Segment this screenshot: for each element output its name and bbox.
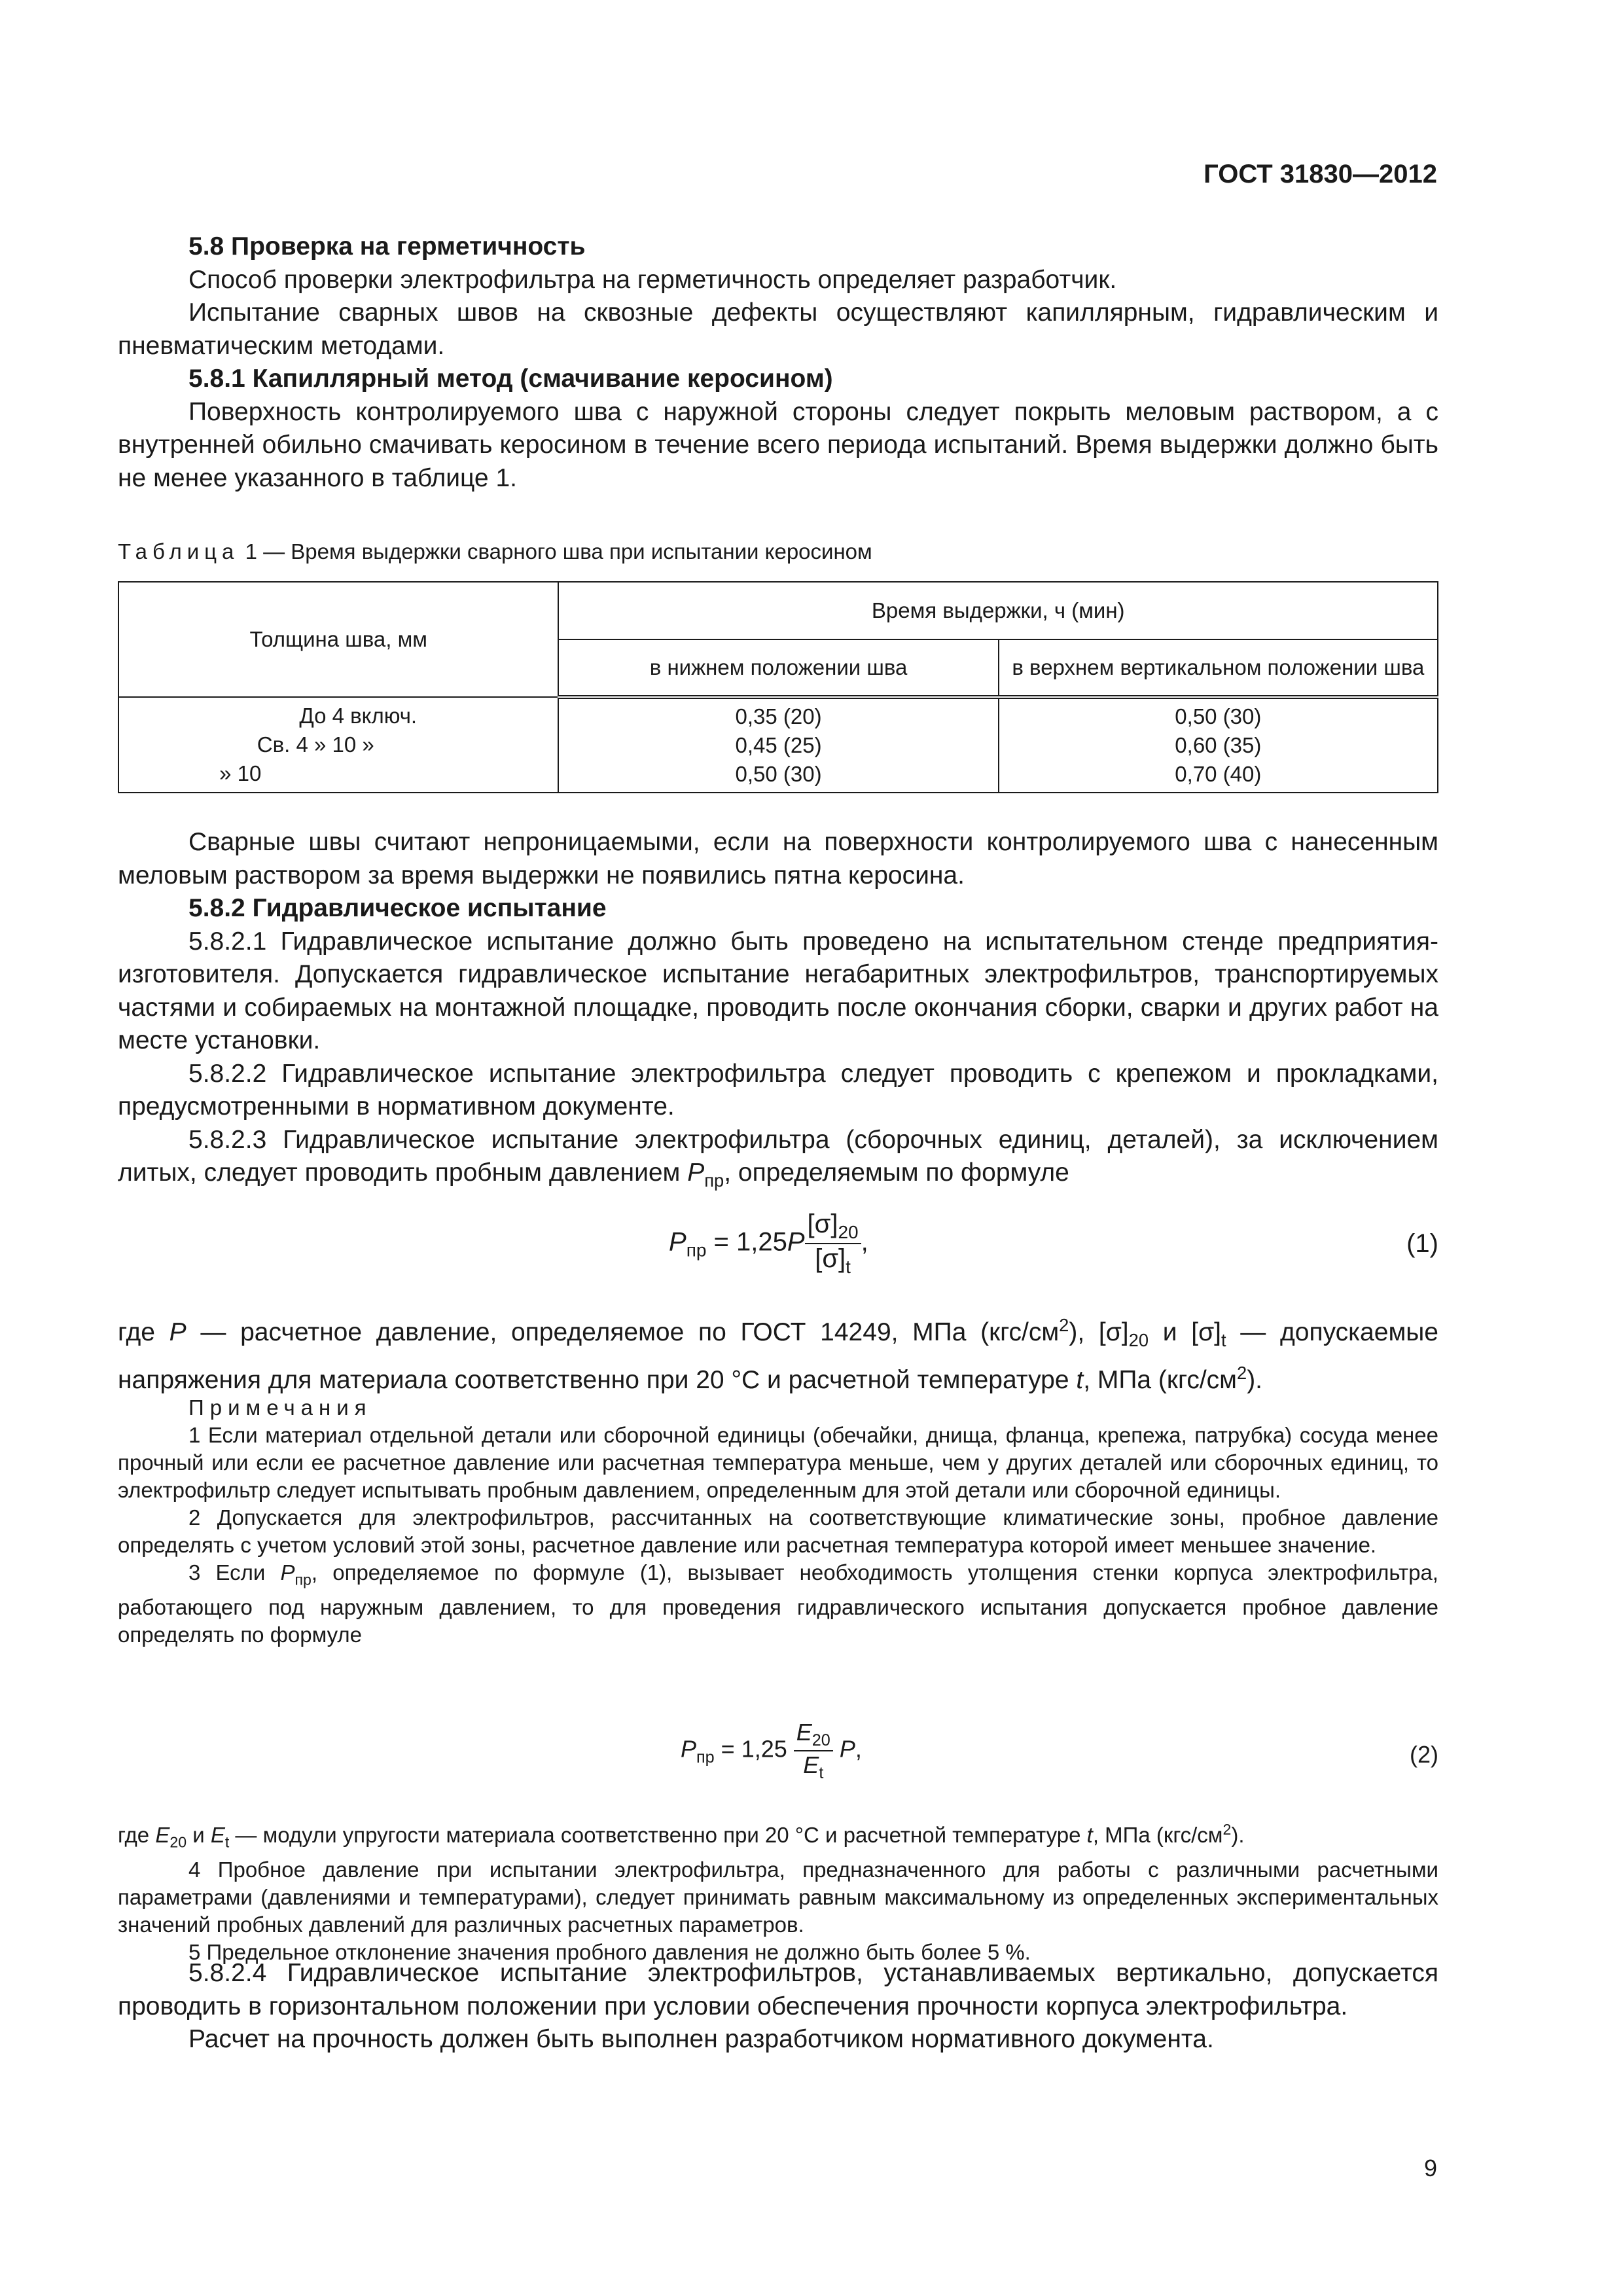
symbol-P: P: [669, 1227, 687, 1257]
header-thickness: Толщина шва, мм: [118, 582, 558, 697]
numerator: [σ]: [807, 1210, 838, 1238]
text-run: , определяемое по формуле (1), вызывает необходимость утолщения стенки корпуса электрофильтра, работающего под наружным давлением, то для проведения гидравлического испытания допускается пробное давление определять по формуле: [118, 1560, 1438, 1647]
header-upper: в верхнем вертикальном положении шва: [999, 639, 1438, 697]
text-run: ).: [1247, 1366, 1263, 1395]
notes-continued: [118, 1816, 1438, 1966]
note-5: 5 Предельное отклонение значения пробного давления не должно быть более 5 %.: [188, 1939, 1031, 1964]
text-run: — допускаемые напряжения для материала соответственно при 20 °С и расчетной температуре: [118, 1318, 1438, 1395]
table-cell: 0,60 (35): [1175, 733, 1262, 757]
paragraph: Расчет на прочность должен быть выполнен разработчиком нормативного документа.: [188, 2025, 1214, 2053]
formula-text: ,: [855, 1735, 862, 1763]
note-3: [118, 1559, 1438, 1649]
subscript: t: [1221, 1329, 1226, 1350]
superscript: 2: [1237, 1363, 1247, 1384]
subscript: пр: [704, 1170, 724, 1191]
paragraph: 5.8.2.4 Гидравлическое испытание электрофильтров, устанавливаемых вертикально, допускается проводить в горизонтальном положении при условии обеспечения прочности корпуса электрофильтра.: [118, 1959, 1438, 2020]
formula-text: = 1,25: [714, 1735, 794, 1763]
table-cell: 0,45 (25): [735, 733, 822, 757]
symbol-t: t: [1076, 1366, 1084, 1395]
subscript: t: [846, 1257, 851, 1277]
table-cell: 0,50 (30): [735, 762, 822, 786]
text-run: и: [187, 1823, 211, 1847]
symbol-P: P: [280, 1560, 295, 1585]
symbol-E: E: [155, 1823, 170, 1847]
subscript: 20: [838, 1222, 859, 1242]
text-run: и [σ]: [1149, 1318, 1221, 1346]
notes-block: [118, 1394, 1438, 1649]
symbol-P: P: [169, 1318, 187, 1346]
fraction: [805, 1210, 861, 1278]
paragraph: Испытание сварных швов на сквозные дефекты осуществляют капиллярным, гидравлическим и пневматическим методами.: [118, 298, 1438, 360]
text-run: ), [σ]: [1069, 1318, 1129, 1346]
symbol-P: P: [681, 1735, 697, 1763]
table-caption: [118, 539, 872, 564]
denominator: [σ]: [815, 1244, 846, 1273]
subscript: пр: [294, 1571, 312, 1588]
superscript: 2: [1059, 1315, 1069, 1335]
subscript: 20: [1128, 1329, 1149, 1350]
text-run: где: [118, 1823, 156, 1847]
paragraph: Поверхность контролируемого шва с наружной стороны следует покрыть меловым раствором, а с внутренней обильно смачивать керосином в течение всего периода испытаний. Время выдержки должно быть не менее указанного в таблице 1.: [118, 397, 1438, 492]
document-id-header: ГОСТ 31830—2012: [1204, 160, 1437, 188]
table-cell: 0,35 (20): [735, 704, 822, 728]
section-5-8-2: [118, 826, 1438, 1197]
symbol-E: E: [796, 1719, 812, 1746]
formula-2: [681, 1719, 862, 1783]
lower-cell: [558, 697, 998, 793]
header-lower: в нижнем положении шва: [558, 639, 998, 697]
section-title: 5.8 Проверка на герметичность: [188, 232, 586, 260]
notes-heading: Примечания: [188, 1395, 372, 1420]
table-cell: 0,70 (40): [1175, 762, 1262, 786]
table-caption-text: 1 — Время выдержки сварного шва при испытании керосином: [245, 539, 872, 564]
thickness-cell: [118, 697, 558, 793]
subscript: t: [819, 1764, 824, 1783]
paragraph: [118, 1124, 1438, 1198]
text-run: — расчетное давление, определяемое по ГОСТ 14249, МПа (кгс/см: [186, 1318, 1060, 1346]
text-run: 3 Если: [188, 1560, 281, 1585]
section-title: 5.8.1 Капиллярный метод (смачивание керосином): [188, 365, 833, 393]
table-cell: Св. 4 » 10 »: [257, 732, 374, 757]
subscript: 20: [169, 1833, 187, 1851]
symbol-P: P: [687, 1158, 705, 1187]
text-run: 5.8.2.3 Гидравлическое испытание электрофильтра (сборочных единиц, деталей), за исключением литых, следует проводить пробным давлением: [118, 1125, 1438, 1187]
section-5-8-2-4: [118, 1957, 1438, 2056]
text-run: ).: [1231, 1823, 1245, 1847]
section-title: 5.8.2 Гидравлическое испытание: [188, 894, 607, 922]
table-1: [118, 581, 1438, 793]
note-4: 4 Пробное давление при испытании электрофильтра, предназначенного для работы с различными расчетными параметрами (давлениями и температурами), следует принимать равным максимальному из определенных экспериментальных значений пробных давлений для различных расчетных параметров.: [118, 1857, 1438, 1937]
header-time: Время выдержки, ч (мин): [558, 582, 1438, 639]
paragraph: 5.8.2.2 Гидравлическое испытание электрофильтра следует проводить с крепежом и прокладками, предусмотренными в нормативном документе.: [118, 1059, 1438, 1121]
text-run: , МПа (кгс/см: [1083, 1366, 1237, 1395]
note-2: 2 Допускается для электрофильтров, рассчитанных на соответствующие климатические зоны, пробное давление определять с учетом условий этой зоны, расчетное давление или расчетная температура которой имеет меньшее значение.: [118, 1505, 1438, 1557]
table-cell: До 4 включ.: [299, 704, 418, 728]
formula-1: [669, 1210, 868, 1278]
table-cell: » 10: [219, 761, 262, 785]
paragraph: Способ проверки электрофильтра на герметичность определяет разработчик.: [188, 265, 1117, 294]
text-run: — модули упругости материала соответственно при 20 °С и расчетной температуре: [229, 1823, 1087, 1847]
formula-2-explanation: [118, 1816, 1438, 1856]
equation-number: (2): [1410, 1741, 1438, 1768]
text-run: где: [118, 1318, 169, 1346]
superscript: 2: [1222, 1821, 1232, 1838]
symbol-P: P: [839, 1735, 855, 1763]
text-run: , МПа (кгс/см: [1092, 1823, 1223, 1847]
page-number: 9: [1423, 2155, 1437, 2181]
symbol-E: E: [210, 1823, 225, 1847]
text-run: , определяемым по формуле: [724, 1158, 1069, 1187]
subscript: t: [224, 1833, 230, 1851]
note-1: 1 Если материал отдельной детали или сборочной единицы (обечайки, днища, фланца, крепежа, патрубка) сосуда менее прочный или если ее расчетное давление или расчетная температура меньше, чем у других деталей или сборочных единиц, то электрофильтр следует испытывать пробным давлением, определенным для этой детали или сборочной единицы.: [118, 1423, 1438, 1502]
paragraph: [118, 1309, 1438, 1397]
table-caption-label: Таблица: [118, 539, 240, 564]
formula-1-explanation: [118, 1309, 1438, 1397]
formula-text: ,: [861, 1227, 868, 1257]
subscript: пр: [686, 1240, 707, 1261]
symbol-P: P: [787, 1227, 805, 1257]
upper-cell: [999, 697, 1438, 793]
symbol-t: t: [1086, 1823, 1093, 1847]
equation-number: (1): [1406, 1229, 1438, 1258]
table-cell: 0,50 (30): [1175, 704, 1262, 728]
subscript: 20: [812, 1731, 830, 1750]
subscript: пр: [696, 1748, 715, 1767]
symbol-E: E: [803, 1751, 819, 1779]
paragraph: 5.8.2.1 Гидравлическое испытание должно быть проведено на испытательном стенде предприятия-изготовителя. Допускается гидравлическое испытание негабаритных электрофильтров, транспортируемых частями и собираемых на монтажной площадке, проводить после окончания сборки, сварки и других работ на месте установки.: [118, 927, 1438, 1054]
paragraph: Сварные швы считают непроницаемыми, если на поверхности контролируемого шва с нанесенным меловым раствором за время выдержки не появились пятна керосина.: [118, 828, 1438, 889]
formula-text: = 1,25: [706, 1227, 787, 1257]
fraction: [794, 1719, 833, 1783]
section-5-8: [118, 230, 1438, 495]
